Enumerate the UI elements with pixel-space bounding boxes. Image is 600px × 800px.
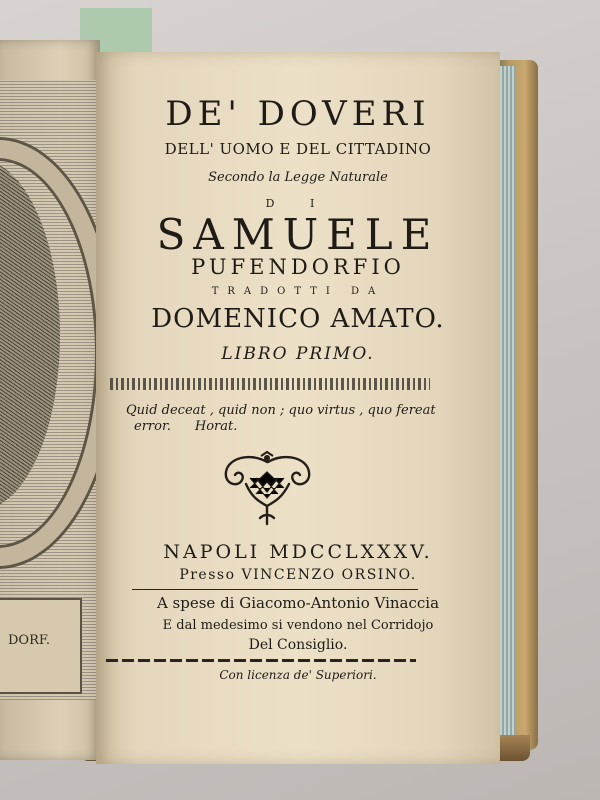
epigraph-line-2 [134, 419, 237, 434]
book-title: DE' DOVERI [165, 94, 431, 134]
author-last-name: PUFENDORFIO [191, 255, 405, 279]
epigraph-error: error. [134, 419, 171, 434]
place-and-year: NAPOLI MDCCLXXXV. [163, 541, 433, 563]
printers-ornament-vignette [220, 450, 315, 530]
printer-line: Presso VINCENZO ORSINO. [179, 567, 417, 583]
book-number: LIBRO PRIMO. [221, 344, 375, 364]
translated-by: TRADOTTI DA [211, 286, 385, 297]
rule-top [132, 589, 418, 590]
rule-dashed [106, 659, 416, 662]
nameplate-text: DORF. [8, 633, 50, 648]
translator-name: DOMENICO AMATO. [151, 304, 445, 334]
sold-line-2: Del Consiglio. [248, 637, 348, 653]
publisher-line: A spese di Giacomo-Antonio Vinaccia [156, 594, 440, 612]
book-subtitle: DELL' UOMO E DEL CITTADINO [164, 140, 432, 158]
epigraph-source: Horat. [194, 419, 238, 434]
di-line: D I [265, 197, 331, 210]
author-first-name: SAMUELE [156, 210, 440, 259]
epigraph-line-1: Quid deceat , quid non ; quo virtus , quo fereat [126, 403, 436, 418]
licence-line: Con licenza de' Superiori. [219, 668, 377, 682]
sold-line-1: E dal medesimo si vendono nel Corridojo [162, 618, 434, 633]
law-line: Secondo la Legge Naturale [208, 170, 388, 185]
ornamental-border [110, 378, 430, 390]
